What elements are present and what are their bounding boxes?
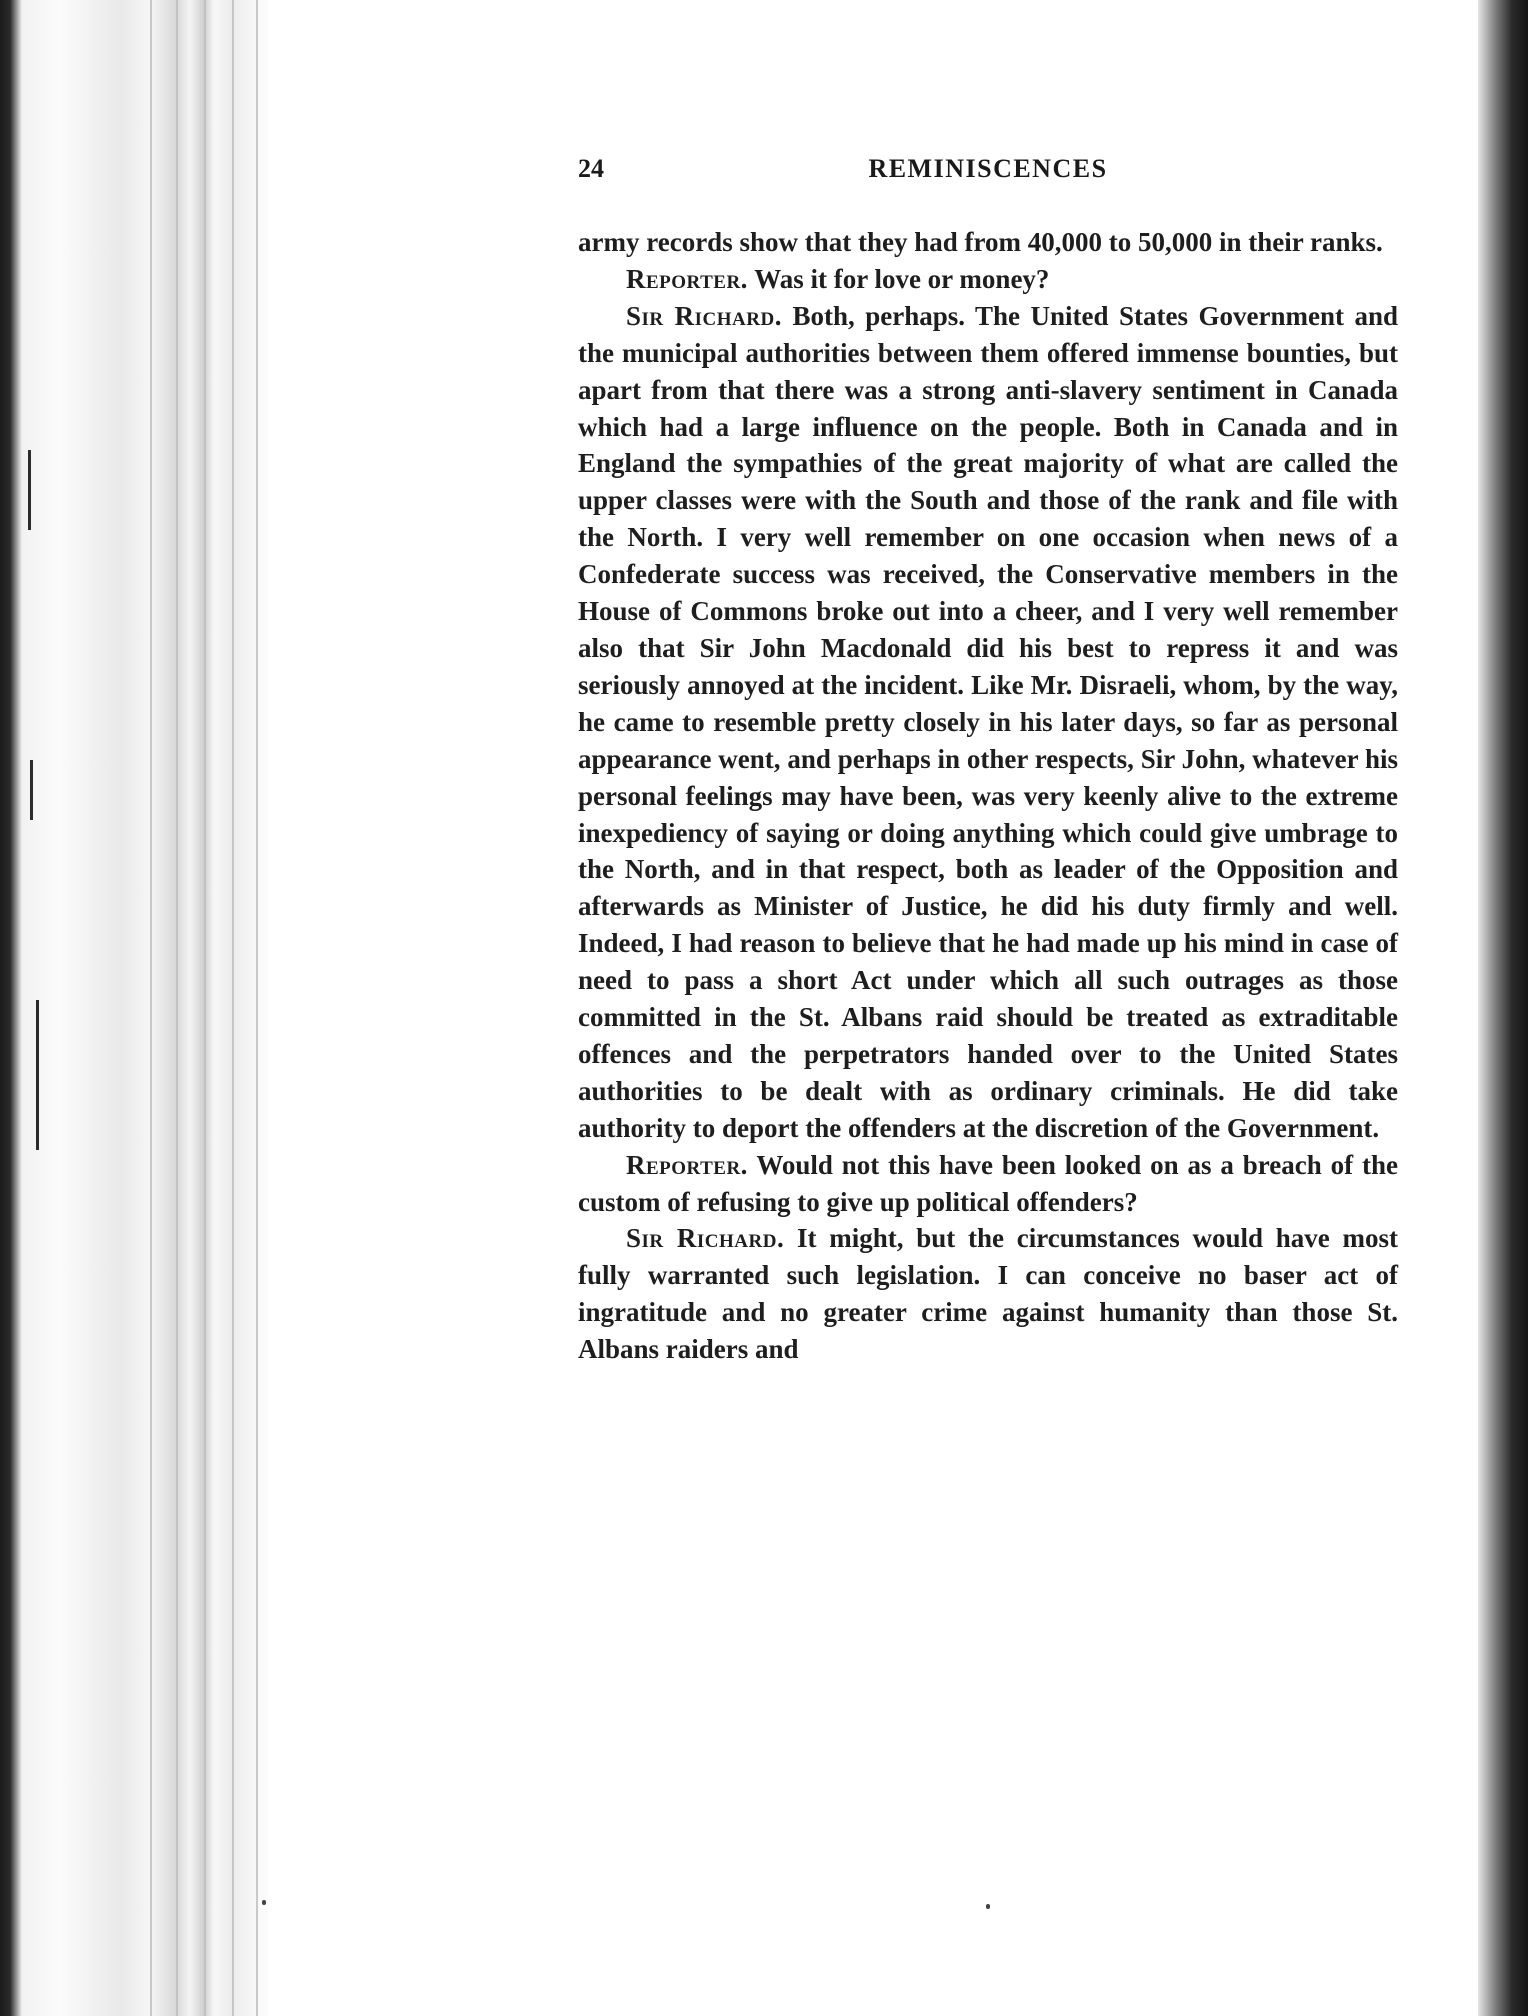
dialogue-paragraph [578,261,1398,298]
speaker-label: Sir Richard. [626,300,782,331]
paragraph-text: Would not this have been looked on as a breach of the custom of refusing to give up political offenders? [578,1149,1398,1217]
edge-mark [36,1000,39,1150]
page-edge-line [204,0,206,2016]
speaker-label: Reporter. [626,1149,748,1180]
edge-mark [30,760,33,820]
speaker-label: Reporter. [626,263,748,294]
page-edge-line [232,0,234,2016]
running-head: REMINISCENCES [868,154,1108,183]
page-edge-line [256,0,258,2016]
paragraph-text: Was it for love or money? [754,263,1050,294]
dialogue-paragraph [578,1220,1398,1368]
paragraph-text: It might, but the circumstances would have most fully warranted such legislation. I can conceive no baser act of ingratitude and no greater crime against humanity than those St. Albans raiders and [578,1223,1399,1365]
speaker-label: Sir Richard. [626,1223,785,1254]
paragraph-text: Both, perhaps. The United States Government and the municipal authorities between them offered immense bounties, but apart from that there was a strong anti-slavery sentiment in Canada which had a large influence on the people. Both in Canada and in England the sympathies of the great majority of what are called the upper classes were with the South and those of the rank and file with the North. I very well remember on one occasion when news of a Confederate success was received, the Conservative members in the House of Commons broke out into a cheer, and I very well remember also that Sir John Macdonald did his best to repress it and was seriously annoyed at the incident. Like Mr. Disraeli, whom, by the way, he came to resemble pretty closely in his later days, so far as personal appearance went, and perhaps in other respects, Sir John, whatever his personal feelings may have been, was very keenly alive to the extreme inexpediency of saying or doing anything which could give umbrage to the North, and in that respect, both as leader of the Opposition and afterwards as Minister of Justice, he did his duty firmly and well. Indeed, I had reason to believe that he had made up his mind in case of need to pass a short Act under which all such outrages as those committed in the St. Albans raid should be treated as extraditable offences and the perpetrators handed over to the United States authorities to be dealt with as ordinary criminals. He did take authority to deport the offenders at the discretion of the Government. [578,300,1398,1143]
book-page-edges [0,0,300,2016]
page-edge-line [150,0,152,2016]
edge-mark [28,450,31,530]
dialogue-paragraph [578,298,1398,1147]
page-edge-line [176,0,178,2016]
dialogue-paragraph [578,1147,1398,1221]
page-body [578,224,1398,1368]
print-speck [986,1904,990,1909]
page-number: 24 [578,154,604,183]
continuation-paragraph: army records show that they had from 40,000 to 50,000 in their ranks. [578,227,1383,257]
print-speck [262,1900,266,1905]
page-gutter-shadow [1478,0,1528,2016]
page-header [578,154,1398,194]
